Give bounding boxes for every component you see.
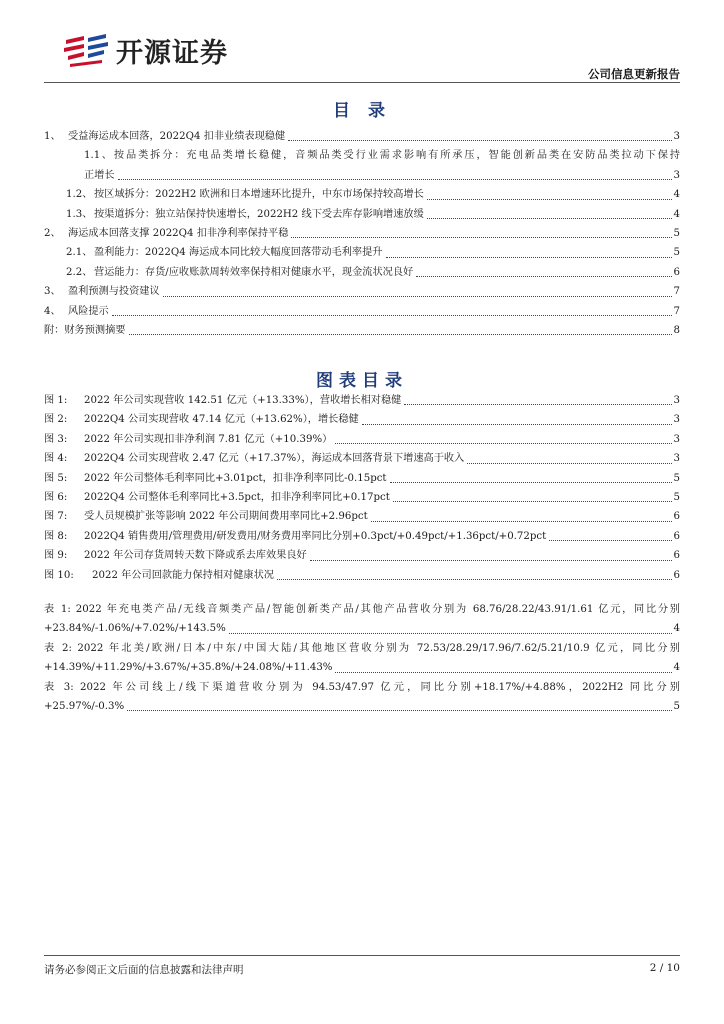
toc-entry-page: 7: [673, 286, 680, 298]
toc-entry-num: 2.2、: [66, 266, 93, 278]
table-list: [44, 600, 680, 716]
toc-entry-text: 盈利能力：2022Q4 海运成本同比较大幅度回落带动毛利率提升: [94, 247, 383, 259]
toc-entry-num: 1.1、: [84, 150, 112, 162]
figure-entry-text: 2022 年公司存货周转天数下降或系去库效果良好: [84, 550, 307, 562]
figure-entry-page: 6: [673, 530, 680, 542]
figure-entry-page: 3: [673, 414, 680, 426]
figure-entry-num: 图 7:: [44, 511, 68, 523]
toc-entry-page: 5: [673, 247, 680, 259]
toc-entry-page: 4: [673, 189, 680, 201]
table-entry-line2: +25.97%/-0.3%: [44, 701, 125, 713]
figure-entry-page: 3: [673, 433, 680, 445]
toc-entry-text: 附：财务预测摘要: [44, 325, 126, 337]
toc-title: 目 录: [333, 101, 391, 121]
figure-entry-text: 受人员规模扩张等影响 2022 年公司期间费用率同比+2.96pct: [84, 511, 368, 523]
figure-entry-num: 图 5:: [44, 472, 68, 484]
kaiyuan-logo-icon: [62, 32, 110, 68]
toc-entry-text: 受益海运成本回落，2022Q4 扣非业绩表现稳健: [68, 131, 286, 142]
toc-entry-page: 5: [673, 228, 680, 240]
toc-entry-page: 7: [673, 305, 680, 317]
toc-entry-1-1-line2[interactable]: [44, 166, 680, 185]
figure-entry-page: 6: [673, 550, 680, 562]
toc-entry-2-1[interactable]: [44, 243, 680, 262]
toc-entry-text: 按区域拆分：2022H2 欧洲和日本增速环比提升，中东市场保持较高增长: [94, 189, 424, 201]
page-indicator: 2 / 10: [649, 962, 680, 974]
toc-entry-page: 3: [673, 169, 680, 181]
figure-entry[interactable]: [44, 430, 680, 449]
toc-list: [44, 127, 680, 340]
toc-entry-text: 盈利预测与投资建议: [68, 286, 160, 298]
report-type-label: 公司信息更新报告: [588, 67, 680, 81]
toc-entry-page: 8: [673, 325, 680, 337]
toc-entry-page: 6: [673, 266, 680, 278]
figures-title: 图表目录: [316, 371, 408, 391]
table-entry-line1: 表 1: 2022 年充电类产品/无线音频类产品/智能创新类产品/其他产品营收分别为 68.76/28.22/43.91/1.61 亿元，同比分别: [44, 604, 680, 615]
toc-entry-num: 4、: [44, 305, 61, 317]
toc-entry-text: 海运成本回落支撑 2022Q4 扣非净利率保持平稳: [68, 228, 289, 240]
figure-entry[interactable]: [44, 527, 680, 546]
toc-entry-num: 1、: [44, 131, 61, 142]
table-entry[interactable]: [44, 639, 680, 678]
figure-entry-num: 图 4:: [44, 453, 68, 465]
toc-entry-text: 按品类拆分：充电品类增长稳健，音频品类受行业需求影响有所承压，智能创新品类在安防品类拉动下保持: [112, 150, 680, 162]
figure-entry-page: 5: [673, 472, 680, 484]
toc-entry-text: 营运能力：存货/应收账款周转效率保持相对健康水平，现金流状况良好: [94, 266, 414, 278]
table-entry-page: 5: [673, 701, 680, 713]
figure-entry-page: 6: [673, 569, 680, 581]
figure-entry-text: 2022 年公司回款能力保持相对健康状况: [92, 569, 274, 581]
toc-entry-num: 3、: [44, 286, 61, 298]
figure-entry-text: 2022 年公司实现营收 142.51 亿元（+13.33%），营收增长相对稳健: [84, 395, 402, 406]
figure-entry-text: 2022Q4 公司实现营收 47.14 亿元（+13.62%），增长稳健: [84, 414, 359, 426]
toc-entry-2[interactable]: [44, 224, 680, 243]
table-entry[interactable]: [44, 600, 680, 639]
figure-entry-page: 3: [673, 395, 680, 406]
toc-entry-appendix[interactable]: [44, 321, 680, 340]
figure-entry[interactable]: [44, 449, 680, 468]
figure-entry[interactable]: [44, 566, 680, 585]
figure-entry-num: 图 8:: [44, 530, 68, 542]
toc-entry-text: 按渠道拆分：独立站保持快速增长，2022H2 线下受去库存影响增速放缓: [94, 208, 424, 220]
header-divider: [44, 82, 680, 83]
toc-entry-text: 正增长: [84, 169, 115, 181]
figure-entry[interactable]: [44, 391, 680, 410]
toc-entry-3[interactable]: [44, 282, 680, 301]
figure-entry-text: 2022 年公司实现扣非净利润 7.81 亿元（+10.39%）: [84, 433, 333, 445]
table-entry-line2: +14.39%/+11.29%/+3.67%/+35.8%/+24.08%/+11.43%: [44, 662, 333, 674]
table-entry-line2: +23.84%/-1.06%/+7.02%/+143.5%: [44, 623, 226, 635]
toc-entry-page: 3: [673, 131, 680, 142]
figure-entry-num: 图 10:: [44, 569, 74, 581]
toc-entry-1[interactable]: [44, 127, 680, 146]
table-entry-page: 4: [673, 623, 680, 635]
figure-entry-num: 图 2:: [44, 414, 68, 426]
toc-entry-num: 2.1、: [66, 247, 93, 259]
toc-entry-num: 2、: [44, 228, 61, 240]
toc-entry-num: 1.3、: [66, 208, 93, 220]
table-entry-line1: 表 2: 2022 年北美/欧洲/日本/中东/中国大陆/其他地区营收分别为 72.53/28.29/17.96/7.62/5.21/10.9 亿元，同比分别: [44, 642, 680, 654]
figure-entry-num: 图 6:: [44, 492, 68, 504]
figure-entry-page: 5: [673, 492, 680, 504]
toc-entry-page: 4: [673, 208, 680, 220]
figure-entry[interactable]: [44, 507, 680, 526]
footer-divider: [44, 955, 680, 956]
toc-entry-text: 风险提示: [68, 305, 109, 317]
logo-wordmark: 开源证券: [116, 37, 228, 69]
company-logo: [62, 30, 272, 70]
toc-entry-1-2[interactable]: [44, 185, 680, 204]
figure-entry-page: 3: [673, 453, 680, 465]
toc-entry-2-2[interactable]: [44, 263, 680, 282]
figure-entry[interactable]: [44, 469, 680, 488]
figure-entry-text: 2022 年公司整体毛利率同比+3.01pct，扣非净利率同比-0.15pct: [84, 472, 387, 484]
toc-entry-num: 1.2、: [66, 189, 93, 201]
figure-entry[interactable]: [44, 488, 680, 507]
figure-entry-text: 2022Q4 公司实现营收 2.47 亿元（+17.37%），海运成本回落背景下增速高于收入: [84, 453, 465, 465]
figure-entry-text: 2022Q4 销售费用/管理费用/研发费用/财务费用率同比分别+0.3pct/+0.49pct/+1.36pct/+0.72pct: [84, 530, 547, 542]
figure-entry-page: 6: [673, 511, 680, 523]
footer-disclaimer: 请务必参阅正文后面的信息披露和法律声明: [44, 964, 244, 976]
toc-entry-1-1-line1[interactable]: [44, 146, 680, 165]
figure-entry-num: 图 1:: [44, 395, 68, 406]
figure-entry-text: 2022Q4 公司整体毛利率同比+3.5pct，扣非净利率同比+0.17pct: [84, 492, 390, 504]
table-entry-page: 4: [673, 662, 680, 674]
table-entry[interactable]: [44, 678, 680, 717]
figure-entry[interactable]: [44, 546, 680, 565]
figure-entry-num: 图 3:: [44, 433, 68, 445]
figure-entry-num: 图 9:: [44, 550, 68, 562]
table-entry-line1: 表 3: 2022 年公司线上/线下渠道营收分别为 94.53/47.97 亿元，同比分别+18.17%/+4.88%，2022H2 同比分别: [44, 681, 680, 693]
figure-entry[interactable]: [44, 410, 680, 429]
toc-entry-4[interactable]: [44, 302, 680, 321]
figure-list: [44, 391, 680, 585]
toc-entry-1-3[interactable]: [44, 205, 680, 224]
